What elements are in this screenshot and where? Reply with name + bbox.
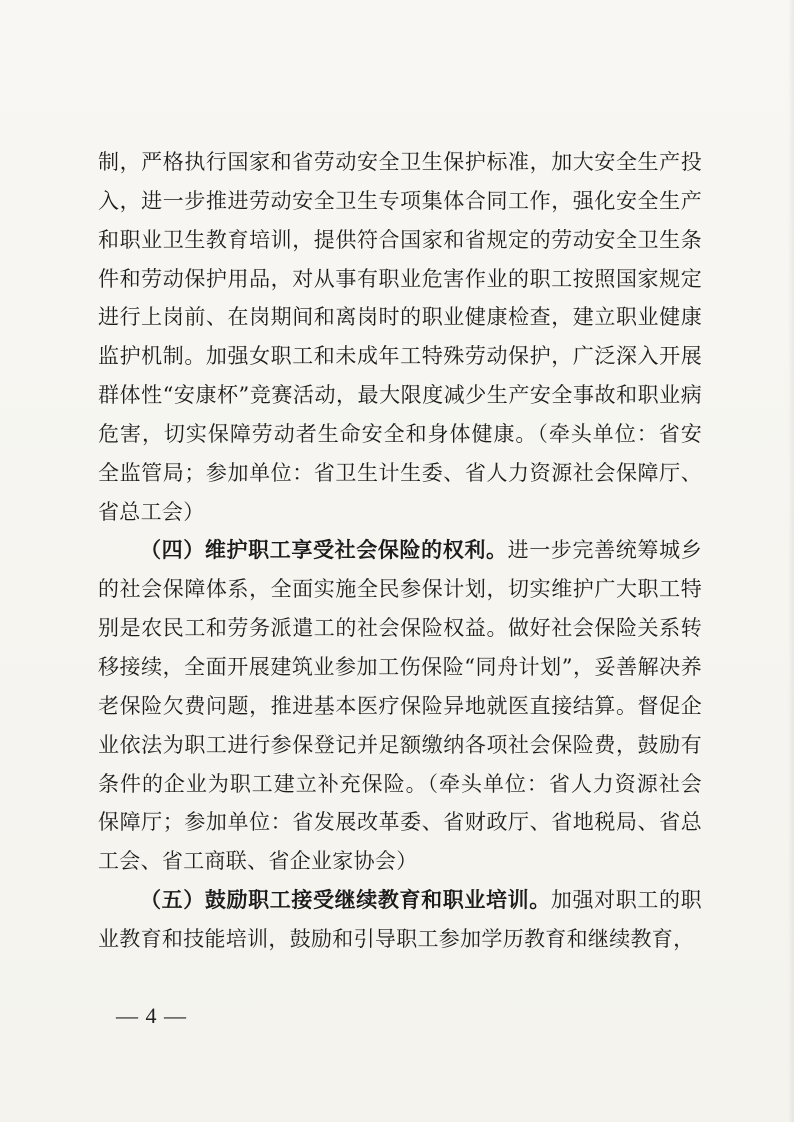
paragraph-continuation <box>98 143 702 531</box>
section-5-heading: （五）鼓励职工接受继续教育和职业培训。 <box>140 887 551 913</box>
paragraph-section-4 <box>98 531 702 881</box>
page-number: — 4 — <box>116 1003 187 1028</box>
scan-edge-shadow <box>788 0 794 1122</box>
section-4-heading: （四）维护职工享受社会保险的权利。 <box>140 537 508 563</box>
section-5-text: 加强对职工的职业教育和技能培训，鼓励和引导职工参加学历教育和继续教育， <box>98 888 702 951</box>
continuation-text: 制，严格执行国家和省劳动安全卫生保护标准，加大安全生产投入，进一步推进劳动安全卫生专项集体合同工作，强化安全生产和职业卫生教育培训，提供符合国家和省规定的劳动安全卫生条件和劳动保护用品，对从事有职业危害作业的职工按照国家规定进行上岗前、在岗期间和离岗时的职业健康检查，建立职业健康监护机制。加强女职工和未成年工特殊劳动保护，广泛深入开展群体性“安康杯”竞赛活动，最大限度减少生产安全事故和职业病危害，切实保障劳动者生命安全和身体健康。（牵头单位：省安全监管局；参加单位：省卫生计生委、省人力资源社会保障厅、省总工会） <box>98 150 702 524</box>
paragraph-section-5 <box>98 881 702 959</box>
document-body <box>98 143 702 959</box>
section-4-text: 进一步完善统筹城乡的社会保障体系，全面实施全民参保计划，切实维护广大职工特别是农民工和劳务派遣工的社会保险权益。做好社会保险关系转移接续，全面开展建筑业参加工伤保险“同舟计划”，妥善解决养老保险欠费问题，推进基本医疗保险异地就医直接结算。督促企业依法为职工进行参保登记并足额缴纳各项社会保险费，鼓励有条件的企业为职工建立补充保险。（牵头单位：省人力资源社会保障厅；参加单位：省发展改革委、省财政厅、省地税局、省总工会、省工商联、省企业家协会） <box>98 538 702 874</box>
